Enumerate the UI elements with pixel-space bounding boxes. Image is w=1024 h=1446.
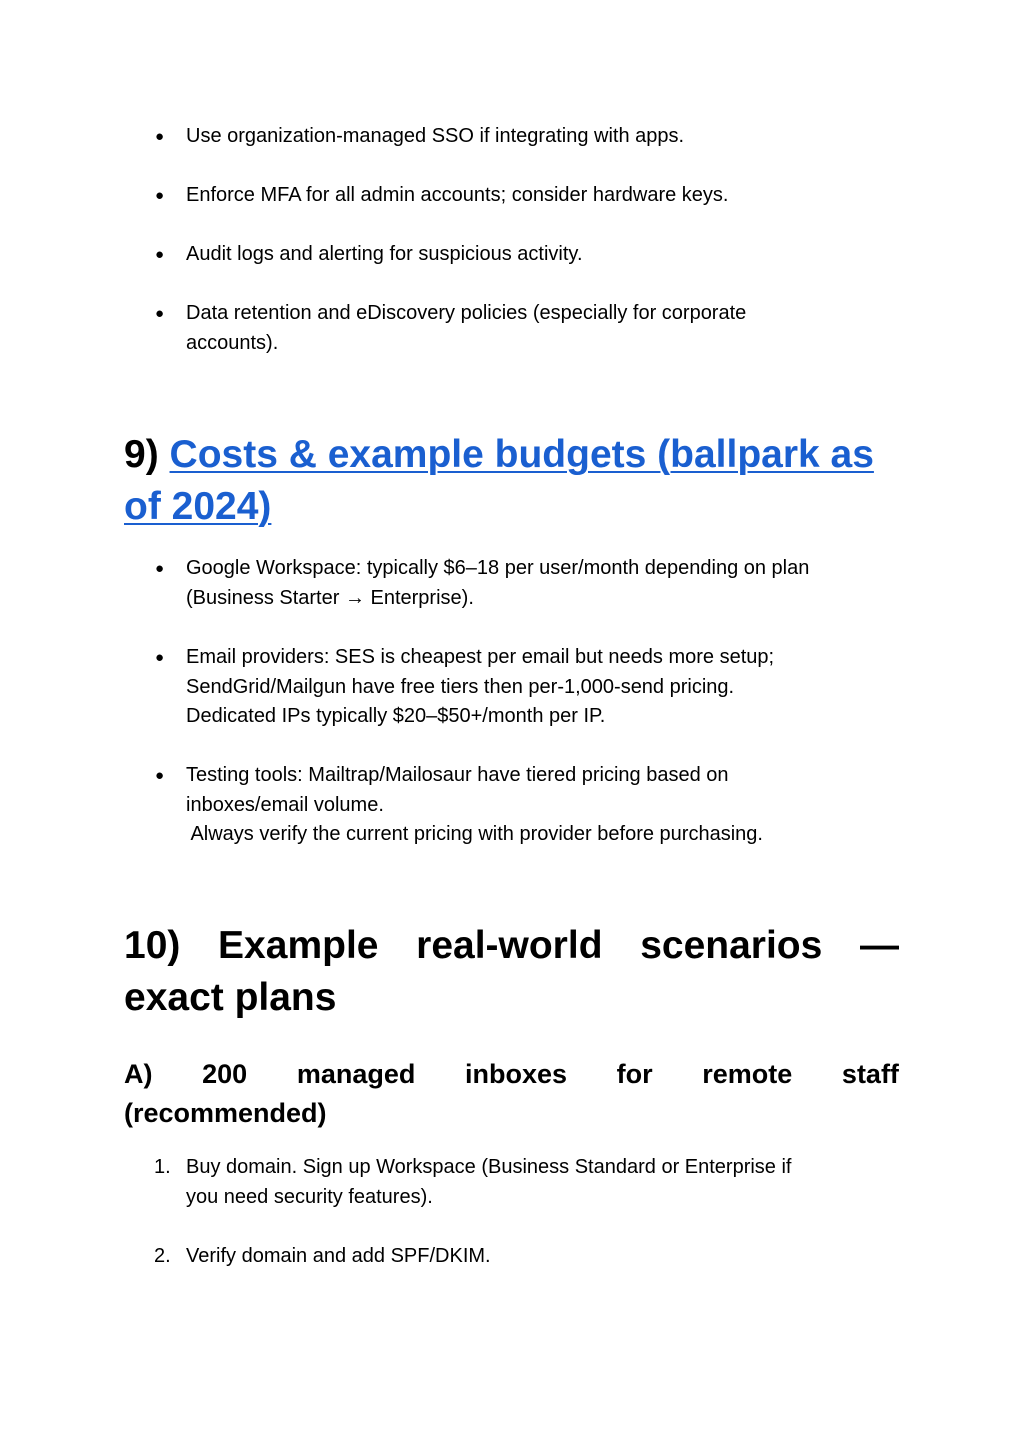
list-item-text: [186, 240, 899, 270]
list-item-line: Use organization-managed SSO if integrating with apps.: [186, 125, 685, 147]
heading-word: 10): [124, 924, 181, 967]
list-item-line: Buy domain. Sign up Workspace (Business Standard or Enterprise if: [186, 1156, 792, 1178]
bullet-marker: ●: [155, 305, 165, 322]
list-item-text: [186, 1242, 899, 1272]
list-item-text: [186, 1153, 899, 1212]
heading-line: (recommended): [124, 1098, 327, 1128]
bullet-marker: ●: [155, 767, 165, 784]
list-number: 2.: [154, 1245, 171, 1267]
list-item-line: (Business Starter → Enterprise).: [186, 586, 474, 609]
heading-word: inboxes: [464, 1059, 568, 1089]
list-item-text: [186, 299, 899, 358]
heading-word: Example: [218, 924, 379, 967]
list-item-text: [186, 122, 899, 152]
list-item-text: [186, 181, 899, 211]
heading-word: real-world: [416, 924, 603, 967]
list-item-line: Email providers: SES is cheapest per email but needs more setup;: [186, 646, 775, 668]
list-number: 1.: [154, 1156, 171, 1178]
list-item-line: Testing tools: Mailtrap/Mailosaur have tiered pricing based on: [186, 764, 729, 786]
heading-word: for: [616, 1059, 653, 1089]
heading-word: remote: [702, 1059, 793, 1089]
heading-word: 200: [202, 1059, 248, 1089]
heading-word: scenarios: [640, 924, 823, 967]
bullet-marker: ●: [155, 649, 165, 666]
heading-line: [124, 920, 899, 972]
bullet-marker: ●: [155, 560, 165, 577]
list-item-line: Verify domain and add SPF/DKIM.: [186, 1245, 491, 1267]
list-item-line: accounts).: [186, 331, 279, 354]
list-item-text: [186, 554, 899, 613]
heading-word: managed: [296, 1059, 416, 1089]
bullet-marker: ●: [155, 246, 165, 263]
section-heading-costs: [124, 429, 899, 533]
section-heading-link[interactable]: of 2024): [124, 485, 272, 528]
list-item-line: Audit logs and alerting for suspicious activity.: [186, 243, 583, 265]
list-item-line: inboxes/email volume.: [186, 793, 384, 816]
list-item-text: [186, 643, 899, 732]
list-item-line: SendGrid/Mailgun have free tiers then per-1,000-send pricing.: [186, 675, 735, 698]
heading-word: —: [859, 924, 899, 967]
section-heading-scenarios: [124, 920, 899, 1024]
bullet-marker: ●: [155, 187, 165, 204]
list-item-line: Data retention and eDiscovery policies (especially for corporate: [186, 302, 747, 324]
heading-word: staff: [841, 1059, 899, 1089]
section-number: 9): [124, 433, 159, 476]
heading-word: A): [124, 1059, 153, 1089]
list-item-line: you need security features).: [186, 1185, 433, 1208]
list-item-line: Google Workspace: typically $6–18 per user/month depending on plan: [186, 557, 810, 579]
subsection-heading: [124, 1055, 899, 1133]
list-item-line: Enforce MFA for all admin accounts; consider hardware keys.: [186, 184, 729, 206]
bullet-marker: ●: [155, 128, 165, 145]
list-item-line: Dedicated IPs typically $20–$50+/month per IP.: [186, 705, 606, 727]
heading-line: [124, 1055, 899, 1094]
section-heading-link[interactable]: Costs & example budgets (ballpark as: [169, 433, 874, 476]
list-item-line: Always verify the current pricing with provider before purchasing.: [186, 823, 763, 845]
heading-line: exact plans: [124, 976, 337, 1019]
list-item-text: [186, 761, 899, 850]
